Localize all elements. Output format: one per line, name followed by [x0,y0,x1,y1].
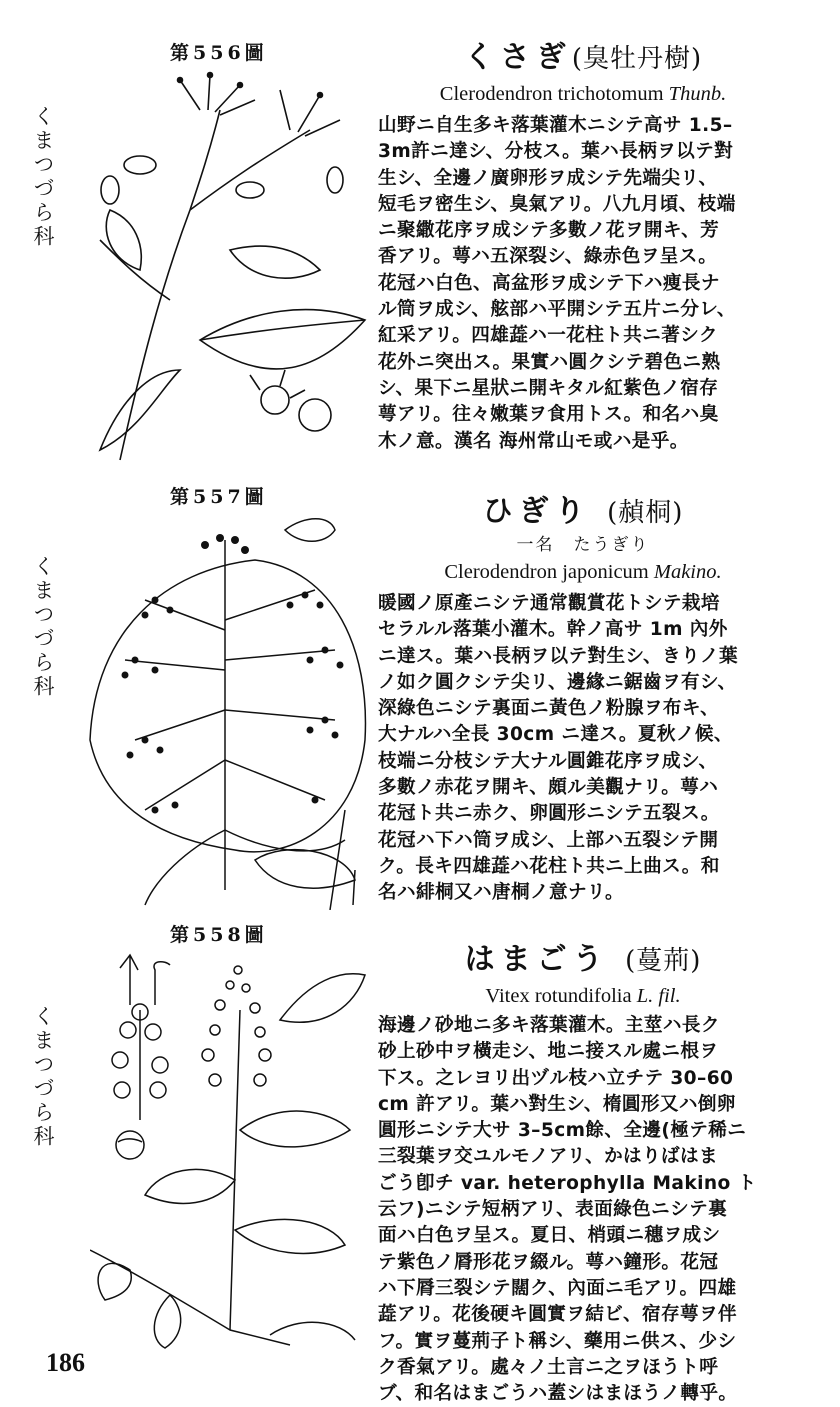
entry-kusagi [0,0,840,470]
description [378,591,788,907]
family-label: くまつづら科 [31,555,55,699]
alternate-name: 一名 たうぎり [516,535,650,555]
description-line: 圓形ニシテ大サ 3–5cm餘、全邊(極テ稀ニ [378,1120,747,1142]
description-line: 多數ノ赤花ヲ開キ、頗ル美觀ナリ。萼ハ [378,777,719,799]
author-citation: Makino. [653,561,722,583]
description-line: ハ下脣三裂シテ闊ク、內面ニ毛アリ。四雄 [378,1277,737,1299]
entry-title [378,492,788,533]
description [378,113,788,455]
description-line: ク香氣アリ。處々ノ土言ニ之ヲほうト呼 [378,1356,719,1378]
entry-title [378,940,788,981]
description-line: 暖國ノ原產ニシテ通常觀賞花トシテ栽培 [378,593,720,614]
page-number: 186 [46,1348,85,1377]
description-line: フ。實ヲ蔓荊子ト稱シ、藥用ニ供ス、少シ [378,1330,737,1352]
title-kana: はまごう [464,942,609,977]
description-line: ニ聚繖花序ヲ成シテ多數ノ花ヲ開キ、芳 [378,220,720,242]
description-line: テ紫色ノ脣形花ヲ綴ル。萼ハ鐘形。花冠 [378,1251,719,1273]
scientific-name [378,557,788,587]
description-line: ブ、和名はまごうハ蓋シはまほうノ轉乎。 [378,1383,738,1405]
description-line: 木ノ意。漢名 海州常山モ或ハ是乎。 [378,430,689,452]
botanical-illustration-kusagi [80,70,370,465]
author-citation: Thunb. [668,83,727,105]
description-line: ノ如ク圓クシテ尖リ、邊緣ニ鋸齒ヲ有シ、 [378,671,737,693]
title-kanji: (赬桐) [607,498,684,528]
description-line: 深綠色ニシテ裏面ニ黃色ノ粉腺ヲ布キ、 [378,698,720,720]
description-line: 山野ニ自生多キ落葉灌木ニシテ高サ 1.5– [378,115,733,136]
description-line: 花冠ハ下ハ筒ヲ成シ、上部ハ五裂シテ開 [378,829,719,851]
description-line: 紅采アリ。四雄蕋ハ一花柱ト共ニ著シク [378,325,718,347]
description-line: 蕋アリ。花後硬キ圓實ヲ結ビ、宿存萼ヲ伴 [378,1304,738,1326]
description-line: 海邊ノ砂地ニ多キ落葉灌木。主莖ハ長ク [378,1015,720,1036]
description-line: cm 許アリ。葉ハ對生シ、楕圓形又ハ倒卵 [378,1093,736,1115]
title-kanji: (臭牡丹樹) [571,44,703,74]
description-line: 3m許ニ達シ、分枝ス。葉ハ長柄ヲ以テ對 [378,141,734,163]
description-line: 面ハ白色ヲ呈ス。夏日、梢頭ニ穗ヲ成シ [378,1225,721,1247]
entry-higiri [0,470,840,910]
description-line: 大ナルハ全長 30cm ニ達ス。夏秋ノ候、 [378,724,733,746]
description-line: シ、果下ニ星狀ニ開キタル紅紫色ノ宿存 [378,377,719,399]
description-line: 下ス。之レヨリ出ヅル枝ハ立チテ 30–60 [378,1067,734,1089]
description-line: 花冠ト共ニ赤ク、卵圓形ニシテ五裂ス。 [378,803,720,825]
description-line: セラルル落葉小灌木。幹ノ高サ 1m 內外 [378,619,728,641]
family-label: くまつづら科 [31,105,55,249]
botanical-illustration-hamagou [90,950,375,1350]
description-line: 云フ)ニシテ短柄アリ、表面綠色ニシテ裏 [378,1199,728,1221]
description-line: 三裂葉ヲ交ユルモノアリ、かはりばはま [378,1146,719,1168]
family-label: くまつづら科 [31,1005,55,1149]
description [378,1013,788,1407]
figure-caption: 第557圖 [170,486,268,508]
author-citation: L. fil. [636,985,681,1007]
description-line: 生シ、全邊ノ廣卵形ヲ成シテ先端尖リ、 [378,167,718,189]
entry-title [378,38,788,79]
title-kana: ひぎり [482,494,591,529]
title-kana: くさぎ [463,40,572,75]
description-line: 名ハ緋桐又ハ唐桐ノ意ナリ。 [378,882,624,904]
description-line: 香アリ。萼ハ五深裂シ、綠赤色ヲ呈ス。 [378,246,718,268]
botanical-illustration-higiri [85,510,375,910]
title-kanji: (蔓荊) [625,946,702,976]
binomial: Clerodendron japonicum [444,561,649,583]
scientific-name [378,79,788,109]
description-line: 砂上砂中ヲ橫走シ、地ニ接スル處ニ根ヲ [378,1041,719,1063]
figure-caption: 第556圖 [170,42,268,64]
description-line: 萼アリ。往々嫩葉ヲ食用トス。和名ハ臭 [378,404,719,426]
figure-caption: 第558圖 [170,924,268,946]
description-line: 花冠ハ白色、高盆形ヲ成シテ下ハ痩長ナ [378,272,720,294]
description-line: 枝端ニ分枝シテ大ナル圓錐花序ヲ成シ、 [378,750,718,772]
description-line: ク。長キ四雄蕋ハ花柱ト共ニ上曲ス。和 [378,855,720,877]
description-line: ごう卽チ var. heterophylla Makino ト [378,1172,757,1194]
binomial: Clerodendron trichotomum [439,83,664,105]
binomial: Vitex rotundifolia [485,985,632,1007]
description-line: ニ達ス。葉ハ長柄ヲ以テ對生シ、きりノ葉 [378,645,738,667]
description-line: 短毛ヲ密生シ、臭氣アリ。八九月頃、枝端 [378,193,736,215]
description-line: 花外ニ突出ス。果實ハ圓クシテ碧色ニ熟 [378,351,721,373]
scientific-name [378,981,788,1011]
description-line: ル筒ヲ成シ、舷部ハ平開シテ五片ニ分レ、 [378,299,736,321]
